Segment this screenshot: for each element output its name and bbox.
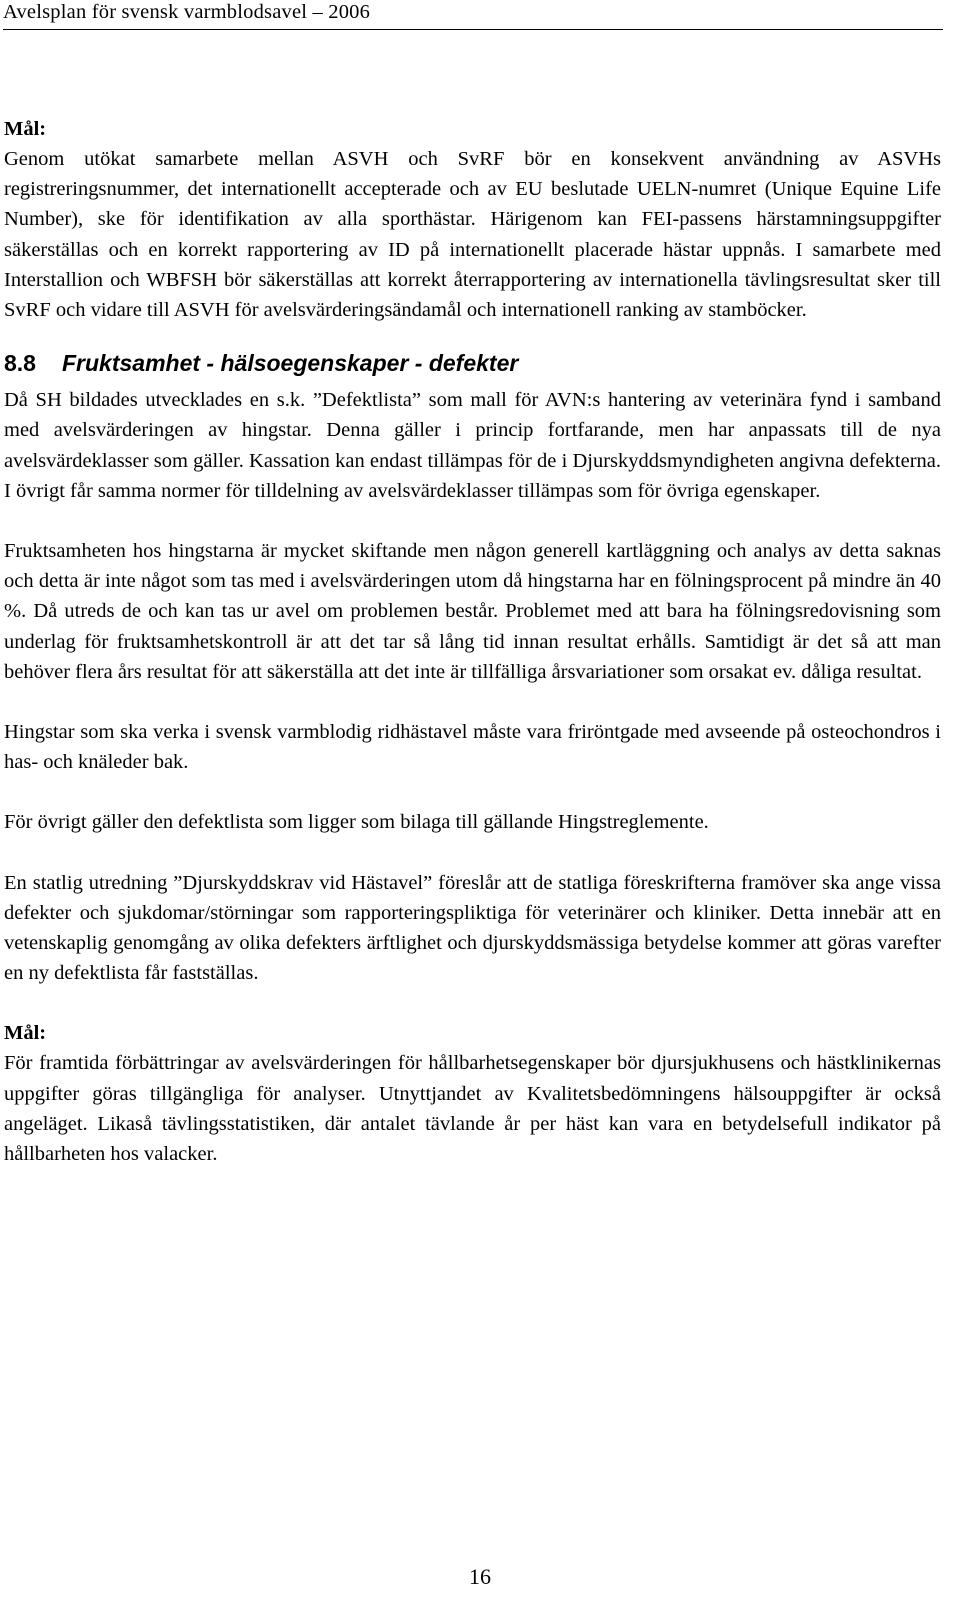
header-rule — [3, 29, 943, 30]
page-content — [4, 114, 941, 1169]
paragraph-gap — [4, 687, 941, 717]
page-number: 16 — [469, 1564, 491, 1589]
paragraph-gap — [4, 777, 941, 807]
section-heading — [4, 347, 941, 379]
paragraph-gap — [4, 506, 941, 536]
paragraph-gap — [4, 838, 941, 868]
body-paragraph: För övrigt gäller den defektlista som ligger som bilaga till gällande Hingstreglemente. — [4, 811, 709, 834]
goal-label: Mål: — [4, 118, 47, 140]
paragraph-gap — [4, 988, 941, 1018]
body-paragraph: Då SH bildades utvecklades en s.k. ”Defektlista” som mall för AVN:s hantering av veterinära fynd i samband med avelsvärderingen av hingstar. Denna gäller i princip fortfarande, men har anpassats till de nya avelsvärdeklasser som gäller. Kassation kan endast tillämpas för de i Djurskyddsmyndigheten angivna defekterna. I övrigt får samma normer för tilldelning av avelsvärdeklasser tillämpas som för övriga egenskaper. — [4, 389, 941, 502]
body-paragraph: Fruktsamheten hos hingstarna är mycket skiftande men någon generell kartläggning och analys av detta saknas och detta är inte något som tas med i avelsvärderingen utom då hingstarna har en fölningsprocent på mindre än 40 %. Då utreds de och kan tas ur avel om problemen består. Problemet med att bara ha fölningsredovisning som underlag för fruktsamhetskontroll är att det tar så lång tid innan resultat erhålls. Samtidigt är det så att man behöver flera års resultat för att säkerställa att det inte är tillfälliga årsvariationer som orsakat ev. dåliga resultat. — [4, 540, 941, 683]
section-number: 8.8 — [4, 350, 36, 377]
goal-paragraph: Genom utökat samarbete mellan ASVH och SvRF bör en konsekvent användning av ASVHs registreringsnummer, det internationellt accepterade och av EU beslutade UELN-numret (Unique Equine Life Number), ske för identifikation av alla sporthästar. Härigenom kan FEI-passens härstamningsuppgifter säkerställas och en korrekt rapportering av ID på internationellt placerade hästar uppnås. I samarbete med Interstallion och WBFSH bör säkerställas att korrekt återrapportering av internationella tävlingsresultat sker till SvRF och vidare till ASVH för avelsvärderingsändamål och internationell ranking av stamböcker. — [4, 148, 941, 322]
section-title: Fruktsamhet - hälsoegenskaper - defekter — [62, 350, 519, 377]
body-paragraph: Hingstar som ska verka i svensk varmblodig ridhästavel måste vara friröntgade med avseende på osteochondros i has- och knäleder bak. — [4, 721, 941, 774]
running-header: Avelsplan för svensk varmblodsavel – 2006 — [3, 1, 371, 23]
body-paragraph: En statlig utredning ”Djurskyddskrav vid Hästavel” föreslår att de statliga föreskrifterna framöver ska ange vissa defekter och sjukdomar/störningar som rapporteringspliktiga för veterinärer och kliniker. Detta innebär att en vetenskaplig genomgång av olika defekters ärftlighet och djurskyddsmässiga betydelse kommer att göras varefter en ny defektlista får fastställas. — [4, 871, 941, 985]
goal-label: Mål: — [4, 1022, 47, 1045]
goal-paragraph: För framtida förbättringar av avelsvärderingen för hållbarhetsegenskaper bör djursjukhusens och hästklinikernas uppgifter göras tillgängliga för analyser. Utnyttjandet av Kvalitetsbedömningens hälsouppgifter är också angeläget. Likaså tävlingsstatistiken, där antalet tävlande år per häst kan vara en betydelsefull indikator på hållbarheten hos valacker. — [4, 1052, 941, 1166]
